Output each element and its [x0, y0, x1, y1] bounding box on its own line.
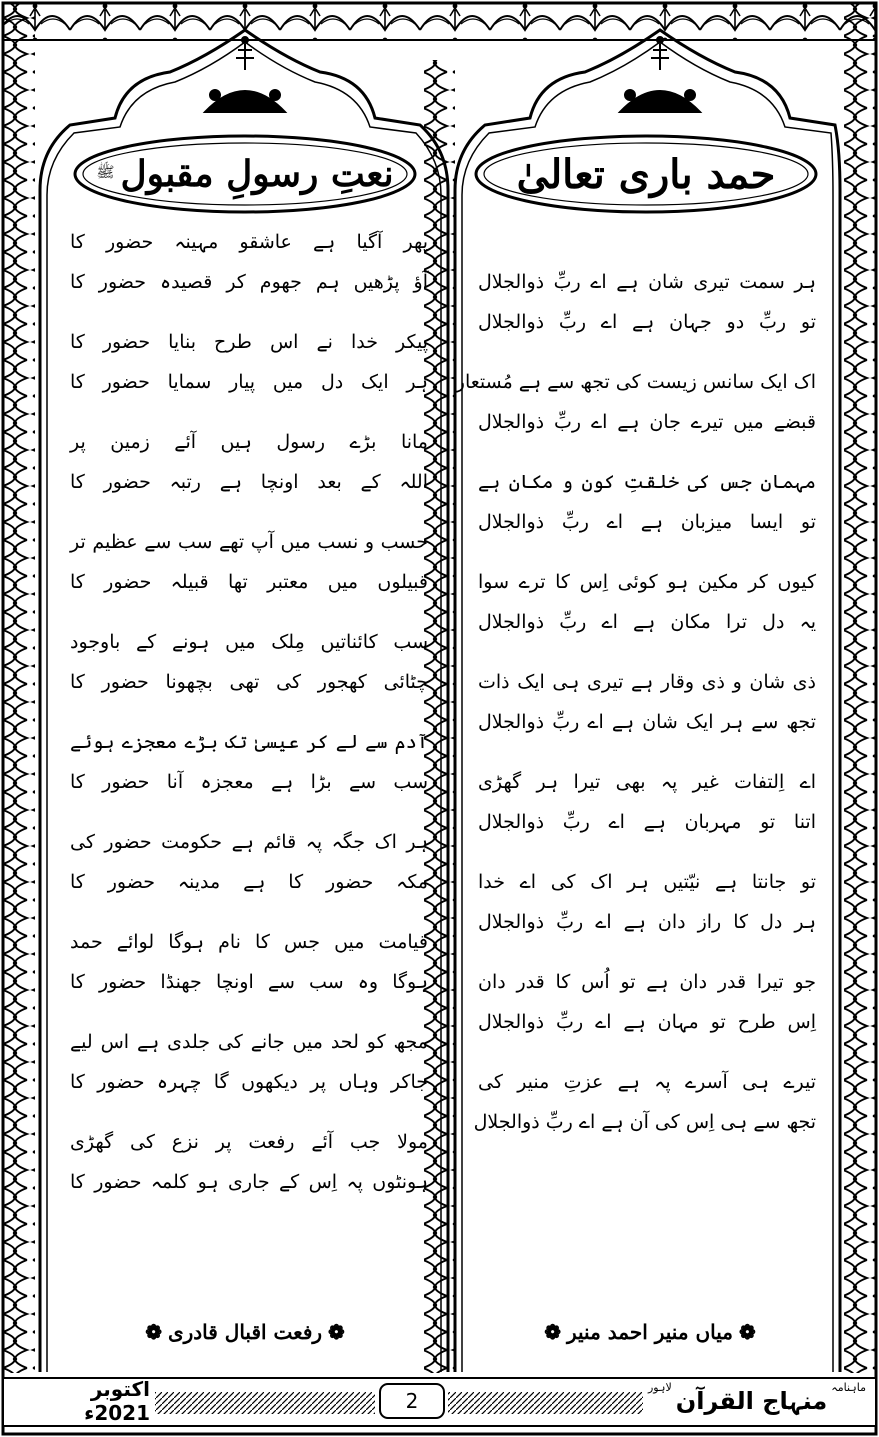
naat-verse-line: حسب و نسب میں آپ تھے سب سے عظیم تر [70, 531, 428, 553]
hamd-verse-line: اتنا تو مہربان ہے اے ربِّ ذوالجلال [478, 811, 816, 833]
naat-author-ornament-left: ❁ [145, 1320, 162, 1344]
couplet-gap [478, 642, 816, 662]
couplet-gap [70, 502, 428, 522]
hamd-verse-line: تیرے ہی آسرے پہ ہے عزتِ منیر کی [478, 1071, 816, 1093]
naat-verse-line: قیامت میں جس کا نام ہوگا لوائے حمد [70, 931, 428, 953]
hamd-verse-line: اے اِلتفات غیر پہ بھی تیرا ہر گھڑی [478, 771, 816, 793]
hamd-verse-line: اِس طرح تو مہان ہے اے ربِّ ذوالجلال [478, 1011, 816, 1033]
hamd-verse-line: تجھ سے ہی اِس کی آن ہے اے ربِّ ذوالجلال [473, 1111, 816, 1133]
hamd-verse-line: اک ایک سانس زیست کی تجھ سے ہے مُستعار [455, 371, 816, 393]
couplet-gap [478, 542, 816, 562]
couplet-gap [478, 842, 816, 862]
hamd-verse-line: تو ایسا میزبان ہے اے ربِّ ذوالجلال [478, 511, 816, 533]
hamd-verse-line: ہر دل کا راز دان ہے اے ربِّ ذوالجلال [478, 911, 816, 933]
naat-verse-line: ہر اک جگہ پہ قائم ہے حکومت حضور کی [70, 831, 428, 853]
hamd-verse-line: مہمان جس کی خلقتِ کون و مکان ہے [478, 471, 816, 493]
couplet-gap [478, 442, 816, 462]
couplet-gap [478, 1042, 816, 1062]
naat-poem [70, 222, 428, 1202]
couplet-gap [478, 942, 816, 962]
naat-verse-line: پھر آگیا ہے عاشقو مہینہ حضور کا [70, 231, 428, 253]
hamd-author-name: میاں منیر احمد منیر [566, 1320, 734, 1344]
naat-verse-line: قبیلوں میں معتبر تھا قبیلہ حضور کا [70, 571, 428, 593]
hamd-verse-line: ذی شان و ذی وقار ہے تیری ہی ایک ذات [478, 671, 816, 693]
naat-verse-line: مکہ حضور کا ہے مدینہ حضور کا [70, 871, 428, 893]
naat-verse-line: آدم سے لے کر عیسیٰ تک بڑے معجزے ہوئے [70, 731, 428, 753]
naat-verse-line: مولا جب آئے رفعت پر نزع کی گھڑی [70, 1131, 428, 1153]
naat-verse-line: ہوگا وہ سب سے اونچا جھنڈا حضور کا [70, 971, 428, 993]
naat-verse-line: آؤ پڑھیں ہم جھوم کر قصیدہ حضور کا [70, 271, 428, 293]
couplet-gap [70, 802, 428, 822]
couplet-gap [70, 902, 428, 922]
issue-date: اکتوبر 2021ء [84, 1377, 150, 1425]
naat-author-ornament-right: ❁ [328, 1320, 345, 1344]
hamd-author-ornament-right: ❁ [739, 1320, 756, 1344]
naat-title-honorific: ﷺ [96, 163, 115, 181]
hamd-verse-line: تو جانتا ہے نیّتیں ہر اک کی اے خدا [478, 871, 816, 893]
couplet-gap [70, 302, 428, 322]
naat-verse-line: سب سے بڑا ہے معجزہ آنا حضور کا [70, 771, 428, 793]
couplet-gap [70, 702, 428, 722]
page-number: 2 [405, 1389, 419, 1413]
naat-verse-line: مجھ کو لحد میں جانے کی جلدی ہے اس لیے [70, 1031, 428, 1053]
magazine-name: منہاج القرآن [675, 1387, 828, 1415]
couplet-gap [70, 1002, 428, 1022]
hamd-verse-line: کیوں کر مکین ہو کوئی اِس کا ترے سوا [478, 571, 816, 593]
naat-verse-line: ہونٹوں پہ اِس کے جاری ہو کلمہ حضور کا [70, 1171, 428, 1193]
hamd-verse-line: جو تیرا قدر دان ہے تو اُس کا قدر دان [478, 971, 816, 993]
hamd-verse-line: یہ دل ترا مکان ہے اے ربِّ ذوالجلال [478, 611, 816, 633]
couplet-gap [70, 1102, 428, 1122]
naat-verse-line: پیکر خدا نے اس طرح بنایا حضور کا [70, 331, 428, 353]
couplet-gap [70, 602, 428, 622]
naat-verse-line: اللہ کے بعد اونچا ہے رتبہ حضور کا [70, 471, 428, 493]
hamd-verse-line: ہر سمت تیری شان ہے اے ربِّ ذوالجلال [478, 271, 816, 293]
magazine-city: لاہور [648, 1381, 672, 1394]
naat-author-name: رفعت اقبال قادری [167, 1320, 323, 1344]
naat-verse-line: مانا بڑے رسول ہیں آئے زمین پر [70, 431, 428, 453]
naat-verse-line: جاکر وہاں پر دیکھوں گا چہرہ حضور کا [70, 1071, 428, 1093]
hamd-poem [455, 262, 816, 1142]
hamd-author [500, 1312, 800, 1352]
hamd-verse-line: تو ربِّ دو جہان ہے اے ربِّ ذوالجلال [478, 311, 816, 333]
magazine-prefix: ماہنامہ [831, 1381, 866, 1394]
naat-title [90, 135, 400, 213]
hamd-verse-line: قبضے میں تیرے جان ہے اے ربِّ ذوالجلال [478, 411, 816, 433]
couplet-gap [70, 402, 428, 422]
naat-verse-line: سب کائناتیں مِلک میں ہونے کے باوجود [70, 631, 428, 653]
couplet-gap [478, 742, 816, 762]
hamd-title: حمد باری تعالیٰ [516, 150, 776, 198]
naat-verse-line: ہر ایک دل میں پیار سمایا حضور کا [70, 371, 428, 393]
naat-author [100, 1312, 390, 1352]
magazine-masthead [648, 1381, 873, 1421]
couplet-gap [478, 342, 816, 362]
naat-title-text: نعتِ رسولِ مقبول [120, 153, 394, 195]
hamd-author-ornament-left: ❁ [544, 1320, 561, 1344]
naat-verse-line: چٹائی کھجور کی تھی بچھونا حضور کا [70, 671, 428, 693]
hamd-verse-line: تجھ سے ہر ایک شان ہے اے ربِّ ذوالجلال [478, 711, 816, 733]
